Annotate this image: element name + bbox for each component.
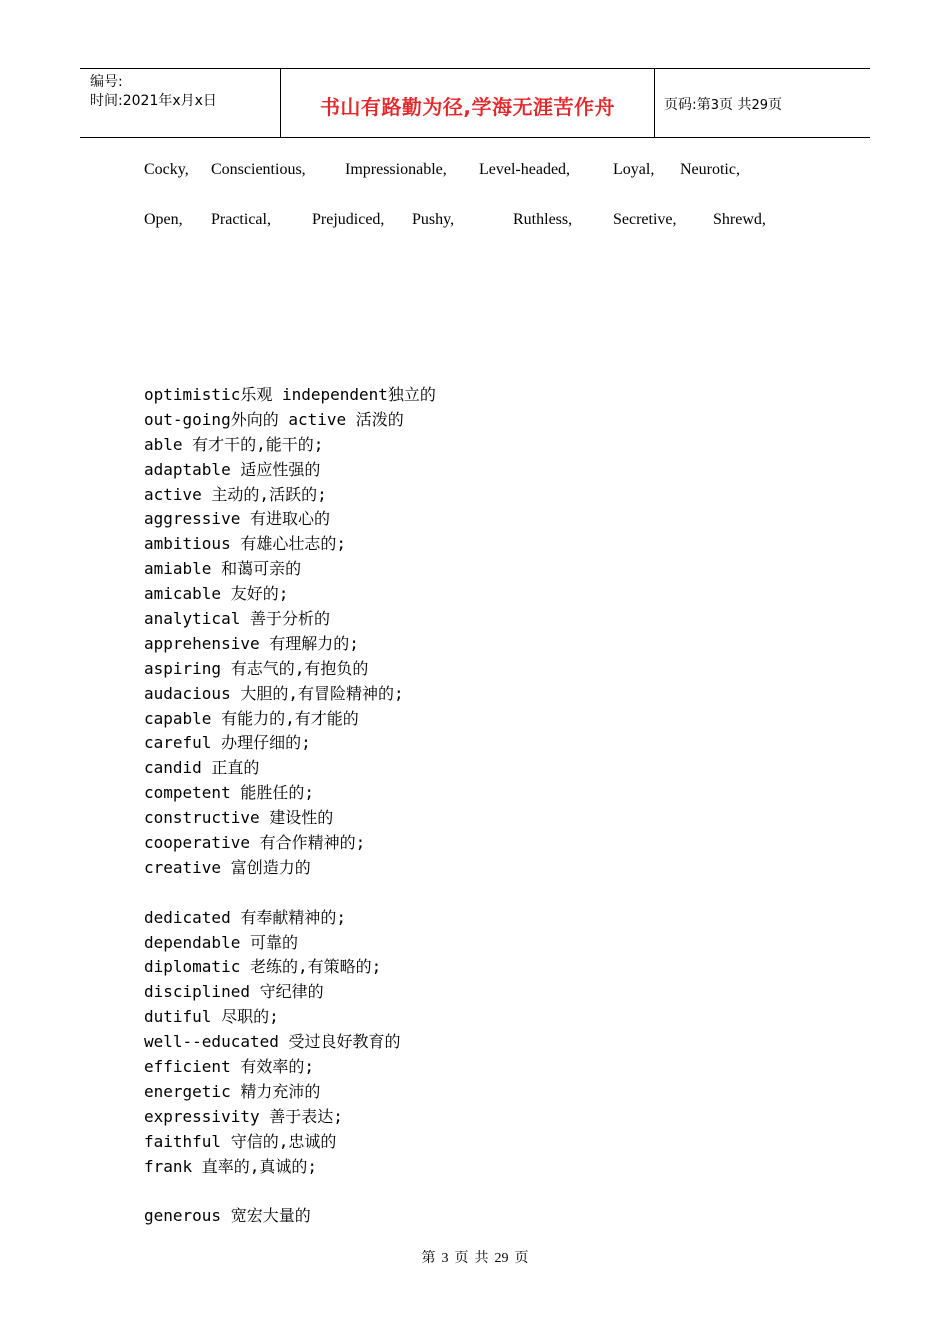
page-mid: 页 共 — [719, 97, 752, 113]
trait-word: Cocky, — [144, 161, 189, 178]
trait-word: Neurotic, — [680, 161, 740, 178]
page-total: 29 — [751, 98, 768, 113]
vocab-entry: efficient 有效率的; — [144, 1057, 314, 1077]
footer-current: 3 — [441, 1251, 449, 1266]
trait-word: Pushy, — [412, 211, 455, 228]
vocab-entry: dependable 可靠的 — [144, 932, 298, 952]
vocab-entry: disciplined 守纪律的 — [144, 982, 324, 1002]
footer-end: 页 — [514, 1251, 529, 1266]
vocab-entry: aggressive 有进取心的 — [144, 509, 330, 529]
vocab-entry: aspiring 有志气的,有抱负的 — [144, 658, 369, 678]
vocab-entry: constructive 建设性的 — [144, 808, 334, 828]
document-time-label: 时间:2021年x月x日 — [90, 93, 217, 109]
trait-word: Conscientious, — [211, 161, 306, 178]
header-meta-cell — [80, 69, 281, 137]
trait-word: Ruthless, — [513, 211, 573, 228]
page-current: 3 — [710, 98, 719, 113]
vocab-entry: analytical 善于分析的 — [144, 609, 330, 629]
vocab-entry: careful 办理仔细的; — [144, 733, 311, 753]
trait-word: Loyal, — [613, 161, 655, 178]
vocab-entry: dutiful 尽职的; — [144, 1007, 279, 1027]
vocab-entry: competent 能胜任的; — [144, 783, 314, 803]
page-header — [80, 68, 870, 138]
vocab-entry: frank 直率的,真诚的; — [144, 1156, 318, 1176]
vocab-entry: optimistic乐观 independent独立的 — [144, 385, 436, 404]
trait-word: Shrewd, — [713, 211, 766, 228]
header-page-info — [664, 94, 782, 114]
trait-word: Open, — [144, 211, 183, 228]
vocabulary-list — [144, 383, 436, 1229]
trait-word: Practical, — [211, 211, 271, 228]
vocab-entry: audacious 大胆的,有冒险精神的; — [144, 683, 404, 703]
vocab-entry: expressivity 善于表达; — [144, 1106, 343, 1126]
vocab-entry: generous 宽宏大量的 — [144, 1206, 311, 1226]
footer-total-label: 共 — [474, 1251, 489, 1266]
motto-text: 书山有路勤为径,学海无涯苦作舟 — [319, 95, 616, 119]
page-footer — [0, 1247, 950, 1267]
vocab-entry: apprehensive 有理解力的; — [144, 633, 359, 653]
trait-word: Impressionable, — [345, 161, 447, 178]
vocab-spacer — [144, 1180, 436, 1205]
footer-first: 第 — [421, 1251, 436, 1266]
vocab-entry: dedicated 有奉献精神的; — [144, 907, 346, 927]
vocab-entry: creative 富创造力的 — [144, 857, 311, 877]
vocab-entry: active 主动的,活跃的; — [144, 484, 327, 504]
vocab-entry: adaptable 适应性强的 — [144, 459, 321, 479]
page-label: 页码:第 — [664, 97, 711, 113]
vocab-entry: candid 正直的 — [144, 758, 260, 778]
document-number-label: 编号: — [90, 74, 123, 90]
header-page-cell — [655, 69, 870, 137]
vocab-entry: ambitious 有雄心壮志的; — [144, 534, 346, 554]
page-end: 页 — [768, 97, 782, 113]
vocab-entry: amicable 友好的; — [144, 584, 289, 604]
footer-total: 29 — [494, 1251, 509, 1266]
vocab-spacer — [144, 881, 436, 906]
vocab-entry: energetic 精力充沛的 — [144, 1081, 321, 1101]
vocab-entry: out-going外向的 active 活泼的 — [144, 409, 404, 429]
trait-word: Secretive, — [613, 211, 677, 228]
vocab-entry: amiable 和蔼可亲的 — [144, 559, 302, 579]
vocab-entry: diplomatic 老练的,有策略的; — [144, 957, 382, 977]
vocab-entry: cooperative 有合作精神的; — [144, 833, 366, 853]
header-motto-cell — [281, 69, 655, 137]
trait-word: Level-headed, — [479, 161, 571, 178]
footer-page: 页 — [454, 1251, 469, 1266]
vocab-entry: able 有才干的,能干的; — [144, 434, 324, 454]
trait-word: Prejudiced, — [312, 211, 385, 228]
vocab-entry: well--educated 受过良好教育的 — [144, 1032, 401, 1052]
vocab-entry: faithful 守信的,忠诚的 — [144, 1131, 337, 1151]
vocab-entry: capable 有能力的,有才能的 — [144, 708, 359, 728]
